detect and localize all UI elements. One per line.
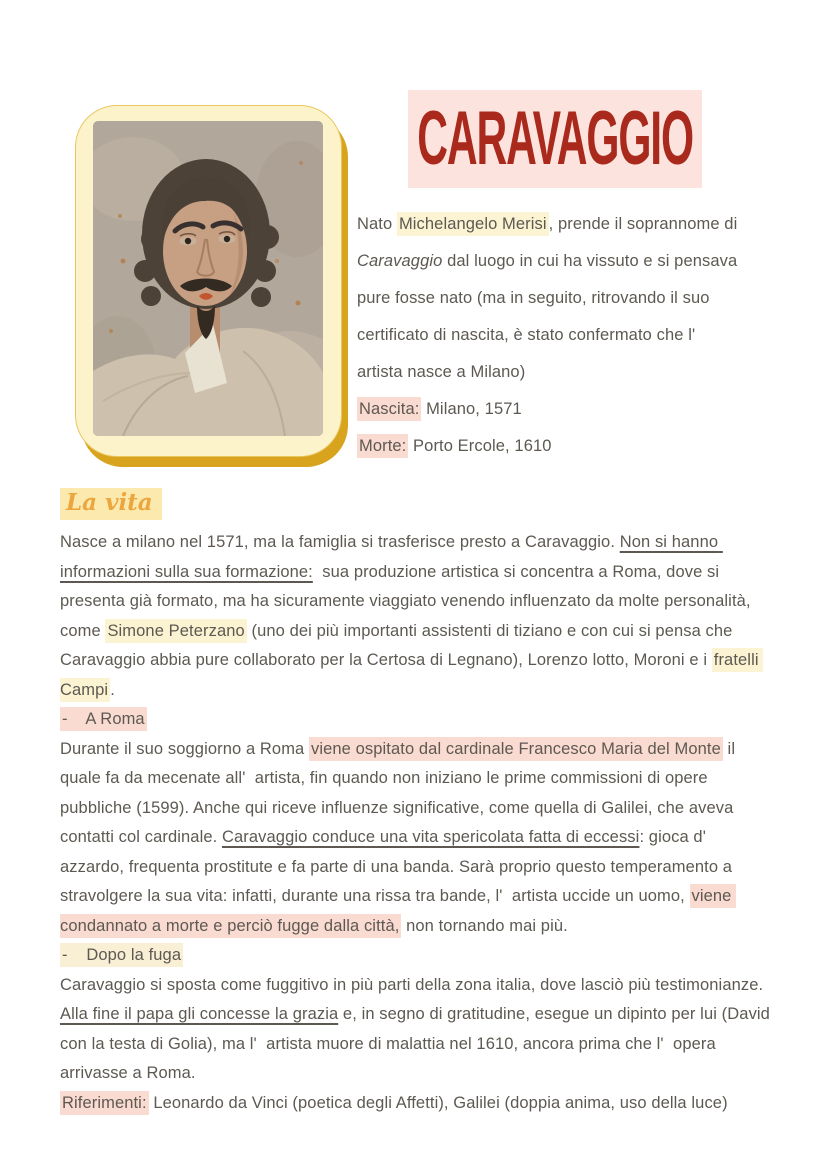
main-text xyxy=(60,528,775,1118)
caravaggio-portrait-image xyxy=(93,121,323,436)
page-title: CARAVAGGIO xyxy=(417,96,693,181)
bullet-a-roma: - A Roma xyxy=(60,705,772,735)
birth-line: Nascita: Milano, 1571 xyxy=(357,391,749,428)
paragraph-formation: Nasce a milano nel 1571, ma la famiglia si trasferisce presto a Caravaggio. Non si hanno informazioni sulla sua formazione: sua produzione artistica si concentra a Roma, dove si presenta già formato, ma ha sicuramente viaggiato venendo influenzato da molte personalità, come Simone Peterzano (uno dei più importanti assistenti di tiziano e con cui si pensa che Caravaggio abbia pure collaborato per la Certosa di Legnano), Lorenzo lotto, Moroni e i fratelli Campi . xyxy=(60,528,772,705)
paragraph-escape: Caravaggio si sposta come fuggitivo in più parti della zona italia, dove lasciò più testimonianze. Alla fine il papa gli concesse la grazia e, in segno di gratitudine, esegue un dipinto per lui (David con la testa di Golia), ma l' artista muore di malattia nel 1610, ancora prima che l' opera arrivasse a Roma. xyxy=(60,975,775,1082)
section-heading: La vita xyxy=(60,488,162,520)
death-line: Morte: Porto Ercole, 1610 xyxy=(357,428,749,465)
bullet-dopo-la-fuga: - Dopo la fuga xyxy=(60,941,772,971)
paragraph-rome: Durante il suo soggiorno a Roma viene ospitato dal cardinale Francesco Maria del Monte il quale fa da mecenate all' artista, fin quando non iniziano le prime commissioni di opere pubbliche (1599). Anche qui riceve influenze significative, come quella di Galilei, che aveva contatti col cardinale. Caravaggio conduce una vita spericolata fatta di eccessi: gioca d' azzardo, frequenta prostitute e fa parte di una banda. Sarà proprio questo temperamento a stravolgere la sua vita: infatti, durante una rissa tra bande, l' artista uccide un uomo, viene condannato a morte e perciò fugge dalla città, non tornando mai più. xyxy=(60,735,772,942)
portrait-card xyxy=(75,105,342,457)
title-box xyxy=(408,90,702,188)
intro-column xyxy=(357,206,749,465)
caravaggio-portrait-drawing xyxy=(93,121,323,436)
references-line: Riferimenti: Leonardo da Vinci (poetica degli Affetti), Galilei (doppia anima, uso della luce) xyxy=(60,1089,772,1119)
intro-paragraph: Nato Michelangelo Merisi , prende il soprannome di Caravaggio dal luogo in cui ha vissuto e si pensava pure fosse nato (ma in seguito, ritrovando il suo certificato di nascita, è stato confermato che l' artista nasce a Milano) xyxy=(357,206,749,391)
